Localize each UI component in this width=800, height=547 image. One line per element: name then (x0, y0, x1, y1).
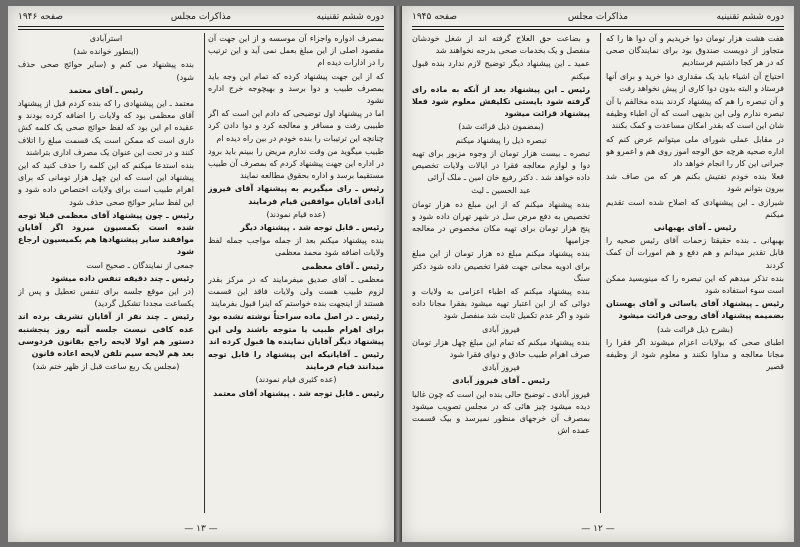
paragraph: معظمی ـ آقای صدیق میفرمایند که در مرکز بقدر لزوم طبیب هست ولی ولایات فاقد این قسمت هستند از اینجهت بنده خواستم که اینرا قبول بفرمایند (208, 274, 384, 309)
paragraph: رئیس ـ آقایانیکه این پیشنهاد را قابل توجه میدانند قیام فرمایند (208, 350, 384, 372)
column-divider (600, 33, 601, 513)
paragraph: تبصره ذیل را پیشنهاد میکنم (455, 135, 547, 145)
paragraph: رئیس ـ این پیشنهاد بعد از آنکه به ماده رای گرفته شود بایستی تکلیفش معلوم شود فعلا پیشنهاد قرائت میشود (412, 84, 590, 119)
paragraph: رئیس ـ آقای معظمی (301, 261, 384, 271)
paragraph: فیروز آبادی (482, 363, 520, 373)
right-page (402, 6, 794, 542)
paragraph: بنده پیشنهاد میکنم که از این مبلغ ده هزار تومان تخصیص به دفع مرض سل در شهر تهران داده شود و پنج هزار تومان برای تهیه مکان مخصوص در معالجه جزامیها (412, 199, 590, 246)
paragraph: تبصره ـ بیست هزار تومان از وجوه مزبور برای تهیه دوا و لوازم معالجه فقرا در ایالات ولایات تخصیص داده خواهد شد . دکتر رفیع خان امین ـ ملک آرائی (412, 148, 590, 183)
paragraph: (بمضمون ذیل قرائت شد) (458, 122, 544, 132)
header-session: دوره ششم تقنینیه (716, 12, 784, 22)
book-gutter (394, 6, 402, 542)
paragraph: رئیس ـ قابل توجه شد . پیشنهاد دیگر (240, 223, 384, 233)
paragraph: رئیس ـ رای میگیریم به پیشنهاد آقای فیروز آبادی آقایان موافقین قیام فرمایند (208, 184, 384, 206)
paragraph: بنده تذکر میدهم که این تبصره را که مینویسید ممکن است سوء استفاده شود (606, 273, 784, 296)
paragraph: (عده قیام نمودند) (266, 209, 326, 219)
paragraph: اما در پیشنهاد اول توضیحی که دادم این است که اگر طبیبی رفت و مسافر و معالجه کرد و دوا دادن کرد چنانچه این ترتیبات را بنده خودم در بین راه دیده ام (208, 109, 384, 143)
paragraph: (در این موقع جلسه برای تنفس تعطیل و پس از یکساعت مجددا تشکیل گردید) (18, 287, 194, 309)
paragraph: رئیس ـ آقای فیروز آبادی (452, 376, 550, 386)
paragraph: شیرازی ـ این پیشنهادی که اصلاح شده است تقدیم میکنم (606, 197, 784, 219)
paragraph: که از این جهت پیشنهاد کرده که تمام این وجه باید بمصرف طبیب و دوا برسد و بهیچوجه خرج اداره نشود (208, 71, 384, 106)
paragraph: رئیس ـ چند نفر از آقایان تشریف برده اند عده کافی نیست جلسه آتیه روز پنجشنبه دستور هم اولا لایحه راجع بقانون فردوسی بعد هم لایحه سیم تلفن لایحه اعاده قانون (18, 312, 194, 359)
header-rule (18, 26, 384, 30)
page-header (412, 10, 784, 26)
paragraph: عبد الحسین ـ لیث (471, 186, 531, 196)
paragraph: (اینطور خوانده شد) (73, 47, 139, 57)
column-divider (204, 33, 205, 513)
paragraph: معتمد ـ این پیشنهادی را که بنده کردم قبل از پیشنهاد آقای معظمی بود که ولایات را اضافه کرده بودند و عقیده ام این بود که لفظ حوائج صحی یک کلمه کش داری است که ممکن است یک قسمت مبلغ را اتلاف کنند و در تحت این عنوان یک مصرف اداری بتراشند (18, 99, 194, 157)
text-column-left (18, 33, 194, 513)
paragraph: (عده کثیری قیام نمودند) (255, 375, 337, 385)
paragraph: بنده استدعا میکنم که این کلمه را حذف کنید که این پیشنهاد این است که این چهل هزار تومانی که برای اهرام طبیب است برای ولایات اختصاص داده شود و این لفظ سایر حوائج صحی حذف شود (18, 161, 194, 207)
paragraph: استرآبادی (89, 34, 123, 43)
page-footer-number: — ۱۳ — (184, 524, 218, 534)
paragraph: (بشرح ذیل قرائت شد) (656, 324, 734, 334)
page-footer-number: — ۱۲ — (581, 524, 615, 534)
page-header (18, 10, 384, 26)
paragraph: جمعی از نمایندگان ـ صحیح است (86, 260, 194, 270)
header-title: مذاکرات مجلس (567, 12, 629, 22)
paragraph: رئیس ـ چون پیشنهاد آقای معظمی قبلا توجه شده است بکمسیون میرود اگر آقایان موافقند سایر پیشنهادها هم بکمیسیون ارجاع شود (18, 210, 194, 257)
header-page-number: صفحه ۱۹۴۶ (18, 12, 64, 22)
text-column-right (606, 33, 784, 513)
paragraph: فیروز آبادی (482, 324, 520, 334)
paragraph: در مقابل عملی شورای ملی میتوانم عرض کنم که اداره صحیه هرچه حق الوجه اموز روی هم و اعمرو هو جبرانی این کار را انجام خواهد داد (606, 134, 784, 169)
paragraph: رئیس ـ پیشنهاد آقای یاسائی و آقای بهستان بضمیمه پیشنهاد آقای روحی قرائت میشود (606, 299, 784, 321)
paragraph: (مجلس یک ربع ساعت قبل از ظهر ختم شد) (32, 362, 180, 372)
header-page-number: صفحه ۱۹۴۵ (412, 12, 458, 22)
paragraph: بنده پیشنهاد میکنم که تمام این مبلغ چهل هزار تومان صرف اهرام طبیب حاذق و دوای فقرا شود (412, 337, 590, 360)
paragraph: فیروز آبادی ـ توضیح حالی بنده این است که چون غالبا دیده میشود چیز هائی که در مجلس تصویب میشود بمصرف آن خرجهای منظور نمیرسد و بیک قسمت عمده اش (412, 389, 590, 436)
header-title: مذاکرات مجلس (170, 12, 232, 22)
paragraph: فعلا بنده خودم تفتیش بکنم هر که من صاف شد بیرون بتوانم شود (606, 172, 784, 194)
paragraph: و بضاعت حق العلاج گرفته اند از شغل خودشان منفصل و یک بخدمات صحی بدرجه نخواهند شد (412, 34, 590, 56)
paragraph: اطبای صحی که بولایات اعزام میشوند اگر فقرا را مجانا معالجه و مداوا نکنند و معلوم شود از وظیفه قصیر (606, 337, 784, 372)
paragraph: بمصرف ادواره واجزاء آن موسسه و از این جهت آن مقصود اصلی از این مبلغ بعمل نمی آید و این ترتیب را در ادارات دیده ام (208, 34, 384, 68)
paragraph: هفت هشت هزار تومان دوا خریدیم و آن دوا ها را که متجاوز از دویست صندوق بود برای نمایندگان صحی که در هر کجا داشتیم فرستادیم (606, 34, 784, 68)
paragraph: بنده پیشنهاد میکنم بعد از جمله مواجب جمله لفظ ولایات اضافه شود محمد معظمی (208, 236, 384, 258)
paragraph: عمید ـ این پیشنهاد دیگر توضیح لازم ندارد بنده قبول میکنم (412, 59, 590, 81)
header-rule (412, 26, 784, 30)
header-session: دوره ششم تقنینیه (316, 12, 384, 22)
paragraph: بنده پیشنهاد میکنم که اطباء اعزامی به ولایات و دوائی که از این اعتبار تهیه میشود بفقرا مجانا داده شود و اگر عدم تکمیل ثابت شد منفصل شود (412, 287, 590, 321)
paragraph: طبیب میگوید من وقت ندارم مریض را ببینم باید برود در اداره این جهت پیشنهاد کردم که بمصرف آن طبیب مستقیما برسد و اداره بحقوق مطالعه نمایند (208, 146, 384, 181)
paragraph: رئیس ـ چند دقیقه تنفس داده میشود (51, 273, 194, 283)
text-column-left (412, 33, 590, 513)
paragraph: احتیاج آن اشیاء باید یک مقداری دوا خرید و برای آنها فرستاد و البته بدون دوا کاری از پیش نخواهد رفت (606, 71, 784, 93)
paragraph: بنده پیشنهاد میکنم مبلغ ده هزار تومان از این مبلغ برای ادویه مجانی جهت فقرا تخصیص داده شود دکتر سنگ (412, 249, 590, 283)
paragraph: رئیس ـ آقای بهبهانی (653, 223, 737, 233)
paragraph: و آن تبصره را هم که پیشنهاد کردند بنده مخالفم با آن تبصره ندارم ولی این بدیهی است که آن اطباء وظیفه شان این است که بقدر امکان مساعدت و کمک بکنند (606, 97, 784, 131)
text-column-right (208, 33, 384, 513)
left-page (8, 6, 394, 542)
paragraph: بنده پیشنهاد می کنم و (سایر حوائج صحی حذف شود) (18, 60, 194, 82)
paragraph: رئیس ـ در اصل ماده سراحتاً نوشته نشده بود برای اهرام طبیب یا متوجه باشند ولی این پیشنهاد دیگر آقایان نماینده ها قبول کرده اند (208, 312, 384, 346)
paragraph: بهبهانی ـ بنده حقیقتا زحمات آقای رئیس صحیه را قابل تقدیر میدانم و هم دفع و هم امورات آن کمک کردند (606, 236, 784, 270)
paragraph: رئیس ـ آقای معتمد (68, 85, 144, 95)
paragraph: رئیس ـ قابل توجه شد . پیشنهاد آقای معتمد (213, 388, 384, 398)
